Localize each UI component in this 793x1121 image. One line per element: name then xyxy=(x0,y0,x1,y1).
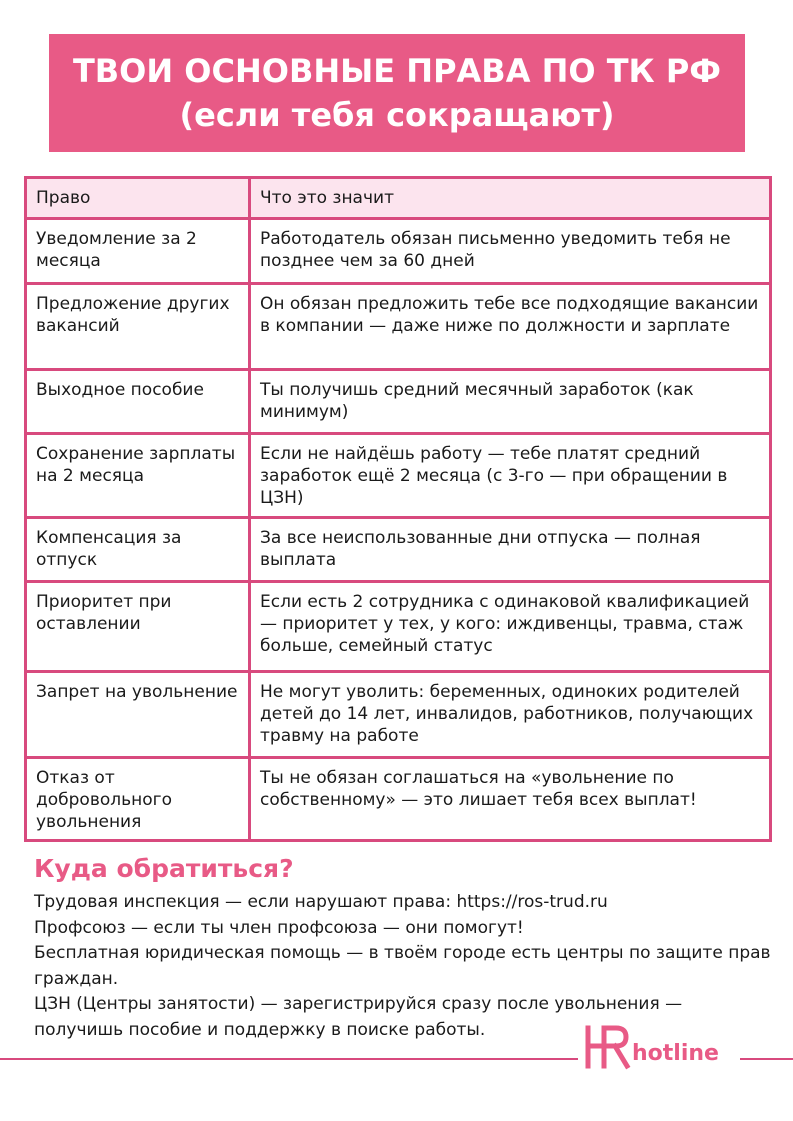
right-cell: Запрет на увольнение xyxy=(26,672,250,758)
right-cell: Предложение других вакансий xyxy=(26,284,250,370)
list-item: Профсоюз — если ты член профсоюза — они помогут! xyxy=(34,917,524,938)
meaning-cell: Не могут уволить: беременных, одиноких родителей детей до 14 лет, инвалидов, работников, получающих травму на работе xyxy=(250,672,771,758)
column-header-meaning: Что это значит xyxy=(250,178,771,219)
meaning-cell: Ты не обязан соглашаться на «увольнение по собственному» — это лишает тебя всех выплат! xyxy=(250,758,771,841)
column-header-right: Право xyxy=(26,178,250,219)
hr-logo-mark-icon xyxy=(584,1024,634,1072)
where-to-go-list xyxy=(34,890,774,1044)
where-to-go-heading: Куда обратиться? xyxy=(34,854,294,883)
table-row xyxy=(26,370,771,434)
right-cell: Компенсация за отпуск xyxy=(26,518,250,582)
right-cell: Выходное пособие xyxy=(26,370,250,434)
meaning-cell: Если не найдёшь работу — тебе платят средний заработок ещё 2 месяца (с 3-го — при обращении в ЦЗН) xyxy=(250,434,771,518)
meaning-cell: Ты получишь средний месячный заработок (как минимум) xyxy=(250,370,771,434)
table-row xyxy=(26,219,771,284)
right-cell: Отказ от добровольного увольнения xyxy=(26,758,250,841)
meaning-cell: За все неиспользованные дни отпуска — полная выплата xyxy=(250,518,771,582)
meaning-cell: Если есть 2 сотрудника с одинаковой квалификацией — приоритет у тех, у кого: иждивенцы, травма, стаж больше, семейный статус xyxy=(250,582,771,672)
table-row xyxy=(26,518,771,582)
rights-table xyxy=(24,176,772,842)
footer-divider-left xyxy=(0,1058,578,1060)
table-row xyxy=(26,672,771,758)
right-cell: Уведомление за 2 месяца xyxy=(26,219,250,284)
list-item: Трудовая инспекция — если нарушают права: https://ros-trud.ru xyxy=(34,892,608,912)
right-cell: Приоритет при оставлении xyxy=(26,582,250,672)
table-row xyxy=(26,582,771,672)
table-row xyxy=(26,284,771,370)
table-row xyxy=(26,758,771,841)
hrhotline-logo xyxy=(584,1024,736,1072)
list-item: Бесплатная юридическая помощь — в твоём городе есть центры по защите прав граждан. xyxy=(34,943,771,989)
meaning-cell: Работодатель обязан письменно уведомить тебя не позднее чем за 60 дней xyxy=(250,219,771,284)
page-title: ТВОИ ОСНОВНЫЕ ПРАВА ПО ТК РФ (если тебя сокращают) xyxy=(72,52,722,134)
table-header-row xyxy=(26,178,771,219)
footer-divider-right xyxy=(740,1058,793,1060)
table-row xyxy=(26,434,771,518)
title-banner xyxy=(49,34,745,152)
logo-wordmark: hotline xyxy=(632,1041,719,1066)
meaning-cell: Он обязан предложить тебе все подходящие вакансии в компании — даже ниже по должности и зарплате xyxy=(250,284,771,370)
list-item: ЦЗН (Центры занятости) — зарегистрируйся сразу после увольнения — получишь пособие и поддержку в поиске работы. xyxy=(34,994,683,1040)
right-cell: Сохранение зарплаты на 2 месяца xyxy=(26,434,250,518)
